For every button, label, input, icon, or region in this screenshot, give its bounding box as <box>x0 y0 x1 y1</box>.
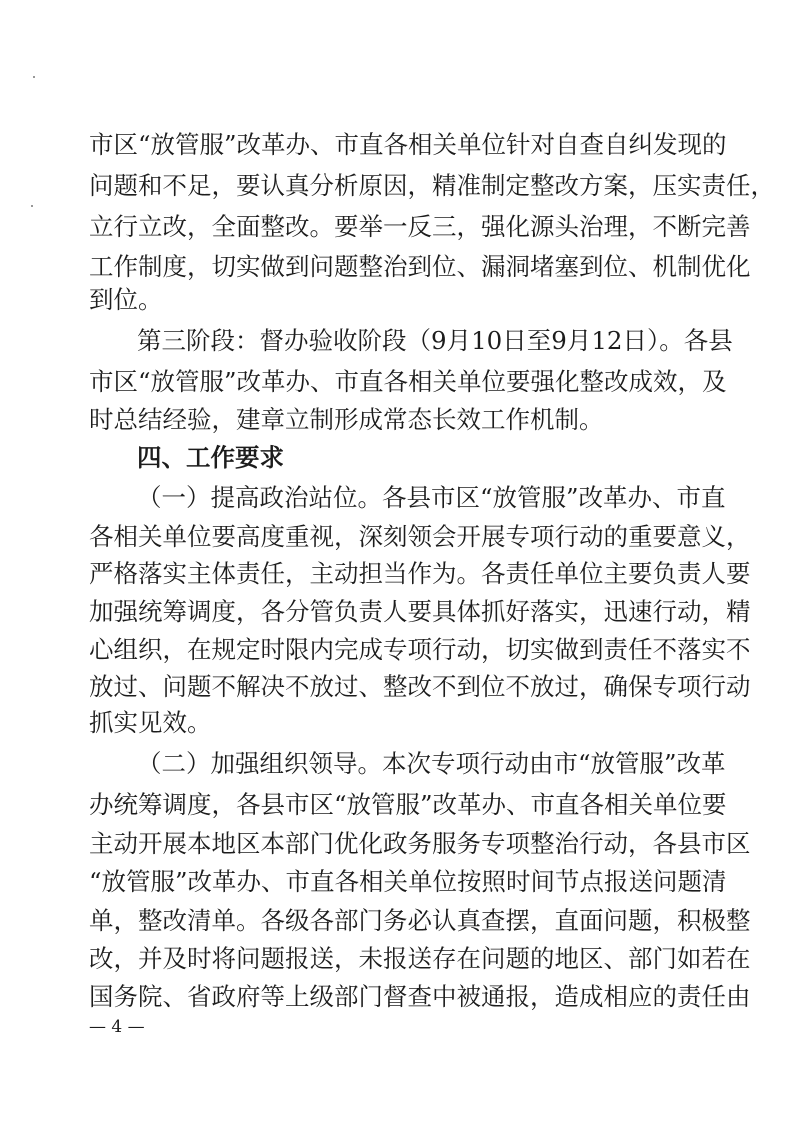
text-line: 改，并及时将问题报送，未报送存在问题的地区、部门如若在 <box>89 944 751 973</box>
text-line: 单，整改清单。各级各部门务必认真查摆，直面问题，积极整 <box>89 906 751 935</box>
text-line: 市区“放管服”改革办、市直各相关单位要强化整改成效，及 <box>89 367 727 396</box>
text-line: 放过、问题不解决不放过、整改不到位不放过，确保专项行动 <box>89 672 751 701</box>
text-line: 加强统筹调度，各分管负责人要具体抓好落实，迅速行动，精 <box>89 597 751 626</box>
text-line: 各相关单位要高度重视，深刻领会开展专项行动的重要意义， <box>89 522 751 551</box>
section-heading: 四、工作要求 <box>137 443 284 472</box>
paragraph-start-line: 第三阶段：督办验收阶段（9月10日至9月12日）。各县 <box>137 326 733 355</box>
text-line: 立行立改，全面整改。要举一反三，强化源头治理，不断完善 <box>89 212 751 241</box>
text-line: 办统筹调度，各县市区“放管服”改革办、市直各相关单位要 <box>89 790 727 819</box>
scan-speck <box>33 76 35 78</box>
text-line: 主动开展本地区本部门优化政务服务专项整治行动，各县市区 <box>89 829 751 858</box>
text-line: 到位。 <box>89 285 163 314</box>
text-line: 问题和不足，要认真分析原因，精准制定整改方案，压实责任， <box>89 171 775 200</box>
paragraph-start-line: （二）加强组织领导。本次专项行动由市“放管服”改革 <box>137 749 726 778</box>
text-line: 抓实见效。 <box>89 708 212 737</box>
text-line: “放管服”改革办、市直各相关单位按照时间节点报送问题清 <box>89 867 727 896</box>
text-line: 严格落实主体责任，主动担当作为。各责任单位主要负责人要 <box>89 559 751 588</box>
text-line: 国务院、省政府等上级部门督查中被通报，造成相应的责任由 <box>89 982 751 1011</box>
text-line: 时总结经验，建章立制形成常态长效工作机制。 <box>89 405 604 434</box>
text-line: 工作制度，切实做到问题整治到位、漏洞堵塞到位、机制优化 <box>89 252 751 281</box>
paragraph-start-line: （一）提高政治站位。各县市区“放管服”改革办、市直 <box>137 483 726 512</box>
text-line: 市区“放管服”改革办、市直各相关单位针对自查自纠发现的 <box>89 130 727 159</box>
page-number: — 4 — <box>89 1017 145 1037</box>
scan-speck <box>31 205 33 207</box>
text-line: 心组织，在规定时限内完成专项行动，切实做到责任不落实不 <box>89 635 751 664</box>
